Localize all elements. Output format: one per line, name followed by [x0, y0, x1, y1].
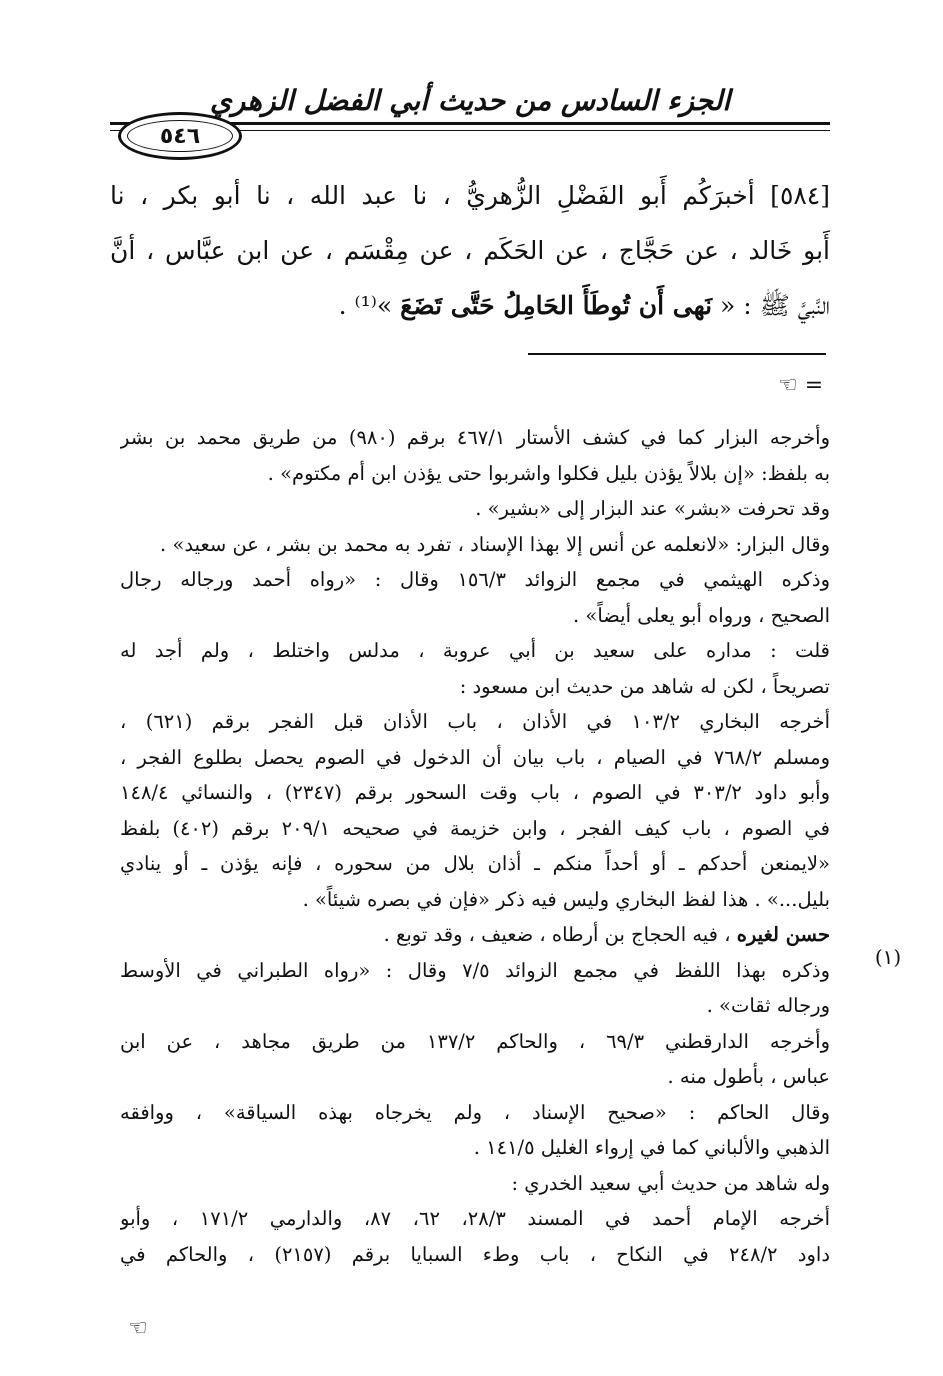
hadith-tail: »⁽¹⁾ . [338, 291, 393, 320]
footnote-line: بليل...» . هذا لفظ البخاري وليس فيه ذكر «فإن في بصره شيئاً» . [302, 887, 830, 911]
page-number-badge [118, 112, 242, 160]
footnote-line: الذهبي والألباني كما في إرواء الغليل ١٤١/٥ . [473, 1136, 830, 1159]
running-title: الجزء السادس من حديث أبي الفضل الزهري [209, 84, 731, 117]
footnote-line: وذكره بهذا اللفظ في مجمع الزوائد ٧/٥ وقال : «رواه الطبراني في الأوسط [120, 958, 830, 982]
page-number: ٥٤٦ [127, 120, 233, 152]
bottom-marker-icon: ☜ [128, 1316, 148, 1341]
continuation-marker: = ☜ [778, 373, 824, 398]
footnote-line: وله شاهد من حديث أبي سعيد الخدري : [511, 1171, 830, 1195]
footnote-number: (١) [874, 945, 902, 969]
footnote-line: وأخرجه الدارقطني ٦٩/٣ ، والحاكم ١٣٧/٢ من طريق مجاهد ، عن ابن [120, 1029, 830, 1053]
footnote-line: ورجاله ثقات» . [706, 994, 830, 1017]
footnote-line: ومسلم ٧٦٨/٢ في الصيام ، باب بيان أن الدخول في الصوم يحصل بطلوع الفجر ، [120, 745, 830, 769]
footnote-line: الصحيح ، ورواه أبو يعلى أيضاً» . [573, 603, 830, 627]
footnote-line: قلت : مداره على سعيد بن أبي عروبة ، مدلس واختلط ، ولم أجد له [120, 639, 830, 662]
footnote-line: وذكره الهيثمي في مجمع الزوائد ١٥٦/٣ وقال : «رواه أحمد ورجاله رجال [120, 568, 830, 591]
hadith-text: نَهى أَن تُوطَأَ الحَامِلُ حَتَّى تَضَعَ [400, 291, 713, 320]
main-line: [٥٨٤] أخبرَكُم أَبو الفَضْلِ الزُّهريُّ ، نا عبد الله ، نا أبو بكر ، نا [110, 181, 830, 210]
footnote-line: في الصوم ، باب كيف الفجر ، وابن خزيمة في صحيحه ٢٠٩/١ برقم (٤٠٢) بلفظ [120, 816, 830, 840]
footnote-line: داود ٢٤٨/٢ في النكاح ، باب وطء السبايا برقم (٢١٥٧) ، والحاكم في [120, 1242, 830, 1266]
footnote-lead: حسن لغيره [736, 923, 830, 946]
footnote-line: وقال الحاكم : «صحيح الإسناد ، ولم يخرجاه بهذه السياقة» ، ووافقه [120, 1100, 830, 1124]
footnote-line: وأبو داود ٣٠٣/٢ في الصوم ، باب وقت السحور برقم (٢٣٤٧) ، والنسائي ١٤٨/٤ [120, 781, 830, 804]
footnote-line: وقد تحرفت «بشر» عند البزار إلى «بشير» . [475, 497, 830, 520]
footnote-separator [528, 353, 826, 355]
main-line-lead: النَّبيَّ ﷺ : « [720, 291, 830, 320]
footnote-line: عباس ، بأطول منه . [667, 1065, 830, 1088]
footnote-line: أخرجه البخاري ١٠٣/٢ في الأذان ، باب الأذان قبل الفجر برقم (٦٢١) ، [120, 710, 830, 733]
footnote-line: «لايمنعن أحدكم ـ أو أحداً منكم ـ أذان بلال من سحوره ، فإنه يؤذن ـ أو ينادي [120, 852, 830, 875]
footnote-lead-rest: ، فيه الحجاج بن أرطاه ، ضعيف ، وقد توبع . [383, 923, 737, 946]
footnote-line: أخرجه الإمام أحمد في المسند ٢٨/٣، ٦٢، ٨٧، والدارمي ١٧١/٢ ، وأبو [120, 1207, 830, 1230]
footnote-line: تصريحاً ، لكن له شاهد من حديث ابن مسعود : [459, 674, 830, 698]
main-text [110, 168, 830, 333]
main-line [110, 278, 830, 333]
footnote-line [120, 917, 830, 953]
main-line: أَبو خَالد ، عن حَجَّاج ، عن الحَكَم ، عن مِقْسَم ، عن ابن عبَّاس ، أنَّ [110, 236, 830, 265]
footnotes [120, 420, 830, 1272]
footnote-line: وقال البزار: «لانعلمه عن أنس إلا بهذا الإسناد ، تفرد به محمد بن بشر ، عن سعيد» . [160, 532, 830, 556]
footnote-line: به بلفظ: «إن بلالاً يؤذن بليل فكلوا واشربوا حتى يؤذن ابن أم مكتوم» . [267, 461, 830, 485]
footnote-line: وأخرجه البزار كما في كشف الأستار ٤٦٧/١ برقم (٩٨٠) من طريق محمد بن بشر [120, 426, 830, 449]
